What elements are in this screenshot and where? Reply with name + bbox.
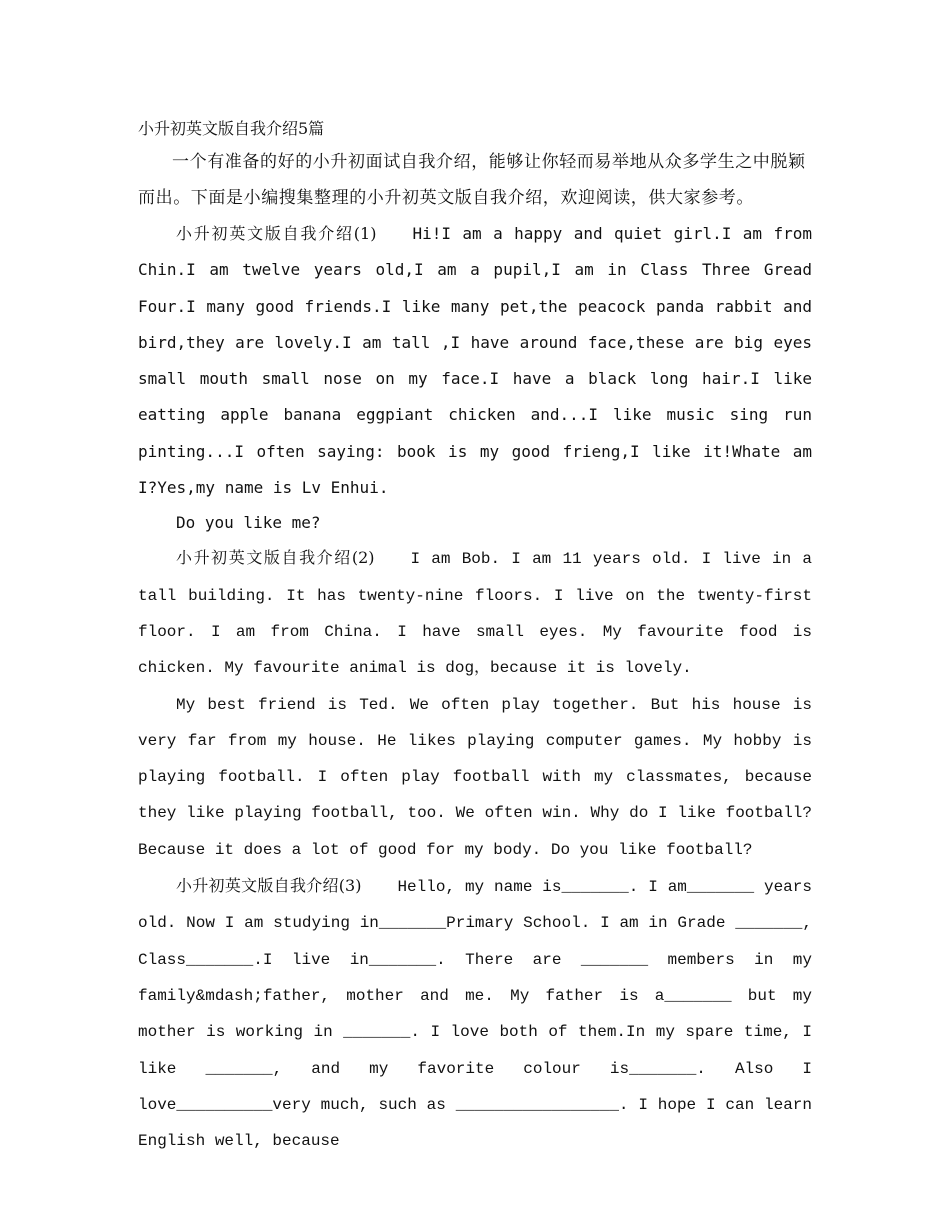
section-2-paragraph xyxy=(138,540,812,686)
section-3-body: Hello, my name is_______. I am_______ years old. Now I am studying in_______Primary School. I am in Grade _______, Class_______.I live in_______. There are _______ members in my family&mdash;father, mother and me. My father is a_______ but my mother is working in _______. I love both of them.In my spare time, I like _______, and my favorite colour is_______. Also I love__________very much, such as _________________. I hope I can learn English well, because xyxy=(138,878,812,1151)
section-3-paragraph xyxy=(138,868,812,1159)
intro-paragraph: 一个有准备的好的小升初面试自我介绍，能够让你轻而易举地从众多学生之中脱颖而出。下面是小编搜集整理的小升初英文版自我介绍，欢迎阅读，供大家参考。 xyxy=(138,152,806,208)
document-page xyxy=(138,114,812,1159)
section-1-paragraph xyxy=(138,216,812,506)
section-2-paragraph-2: My best friend is Ted. We often play together. But his house is very far from my house. He likes playing computer games. My hobby is playing football. I often play football with my classmates, because they like playing football, too. We often win. Why do I like football? Because it does a lot of good for my body. Do you like football? xyxy=(138,695,812,859)
section-1-closing: Do you like me? xyxy=(176,513,321,533)
document-title: 小升初英文版自我介绍5篇 xyxy=(138,119,325,138)
section-2-body: I am Bob. I am 11 years old. I live in a tall building. It has twenty-nine floors. I live on the twenty-first floor. I am from China. I have small eyes. My favourite food is chicken. My favourite animal is dog，because it is lovely. xyxy=(138,550,813,678)
section-3-heading: 小升初英文版自我介绍(3) xyxy=(176,876,362,896)
section-1-heading: 小升初英文版自我介绍(1) xyxy=(176,224,377,243)
section-1-body: Hi!I am a happy and quiet girl.I am from Chin.I am twelve years old,I am a pupil,I am in Class Three Gread Four.I many good friends.I like many pet,the peacock panda rabbit and bird,they are lovely.I am tall ,I have around face,these are big eyes small mouth small nose on my face.I have a black long hair.I like eatting apple banana eggpiant chicken and...I like music sing run pinting...I often saying: book is my good frieng,I like it!Whate am I?Yes,my name is Lv Enhui. xyxy=(138,224,812,498)
section-2-heading: 小升初英文版自我介绍(2) xyxy=(176,548,375,568)
